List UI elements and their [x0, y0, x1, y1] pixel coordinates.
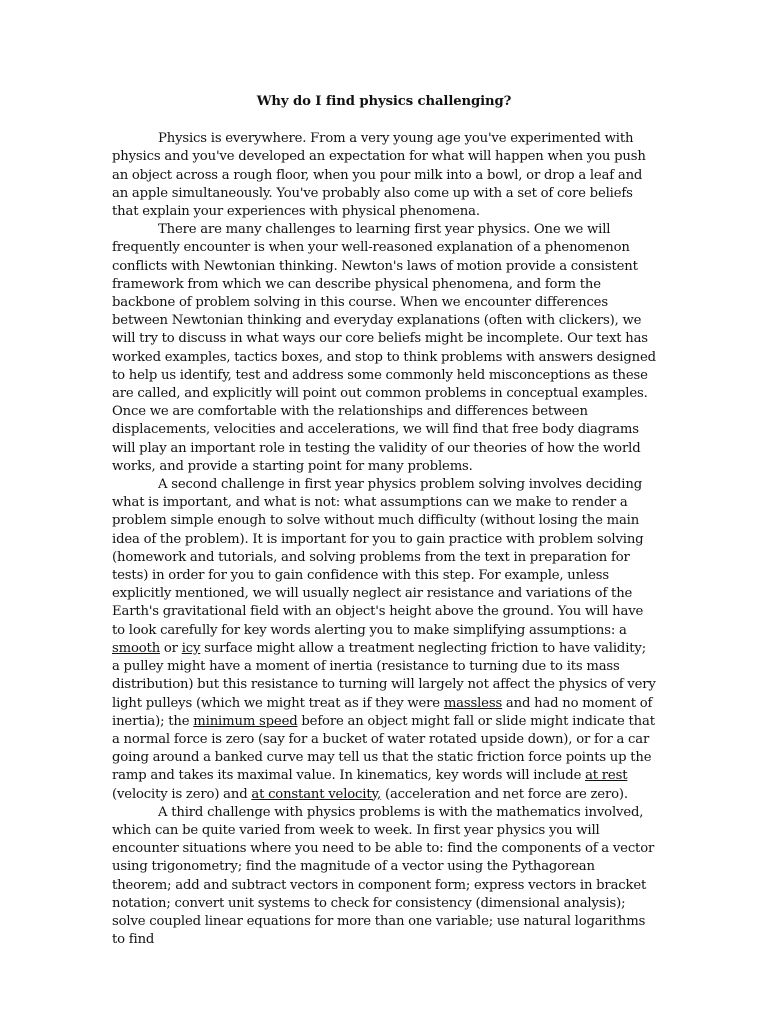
- paragraph-3-text: surface might allow a treatment neglecting friction to have validity; a pulley might have a moment of inertia (resistance to turning due to its mass distribution) but this resistance to turning will largely not affect the physics of very light pulleys (which we might treat as if they were: [112, 640, 656, 711]
- paragraph-3-text: and had no moment of inertia); the: [112, 695, 653, 729]
- paragraph-3: [112, 476, 656, 804]
- paragraph-2: There are many challenges to learning first year physics. One we will frequently encounter is when your well-reasoned explanation of a phenomenon conflicts with Newtonian thinking. Newton's laws of motion provide a consistent framework from which we can describe physical phenomena, and form the backbone of problem solving in this course. When we encounter differences between Newtonian thinking and everyday explanations (often with clickers), we will try to discuss in what ways our core beliefs might be incomplete. Our text has worked examples, tactics boxes, and stop to think problems with answers designed to help us identify, test and address some commonly held misconceptions as these are called, and explicitly will point out common problems in conceptual examples. Once we are comfortable with the relationships and differences between displacements, velocities and accelerations, we will find that free body diagrams will play an important role in testing the validity of our theories of how the world works, and provide a starting point for many problems.: [112, 222, 656, 474]
- paragraph-3-text: before an object might fall or slide might indicate that a normal force is zero (say for a bucket of water rotated upside down), or for a car going around a banked curve may tell us that the static friction force points up the ramp and takes its maximal value. In kinematics, key words will include: [112, 713, 655, 784]
- paragraph-3-text: or: [160, 640, 182, 656]
- paragraph-3-text: A second challenge in first year physics problem solving involves deciding what is important, and what is not: what assumptions can we make to render a problem simple enough to solve without much difficulty (without losing the main idea of the problem). It is important for you to gain practice with problem solving (homework and tutorials, and solving problems from the text in preparation for tests) in order for you to gain confidence with this step. For example, unless explicitly mentioned, we will usually neglect air resistance and variations of the Earth's gravitational field with an object's height above the ground. You will have to look carefully for key words alerting you to make simplifying assumptions: a: [112, 477, 644, 638]
- paragraph-3-text: (velocity is zero) and: [112, 786, 252, 802]
- keyword-minimum-speed: minimum speed: [193, 713, 298, 729]
- document-title: Why do I find physics challenging?: [256, 94, 512, 109]
- paragraph-1: Physics is everywhere. From a very young age you've experimented with physics and you've developed an expectation for what will happen when you push an object across a rough floor, when you pour milk into a bowl, or drop a leaf and an apple simultaneously. You've probably also come up with a set of core beliefs that explain your experiences with physical phenomena.: [112, 131, 646, 220]
- keyword-at-rest: at rest: [585, 768, 628, 784]
- keyword-smooth: smooth: [112, 640, 161, 656]
- keyword-icy: icy: [181, 640, 201, 656]
- keyword-massless: massless: [443, 695, 503, 711]
- paragraph-4: A third challenge with physics problems is with the mathematics involved, which can be quite varied from week to week. In first year physics you will encounter situations where you need to be able to: find the components of a vector using trigonometry; find the magnitude of a vector using the Pythagorean theorem; add and subtract vectors in component form; express vectors in bracket notation; convert unit systems to check for consistency (dimensional analysis); solve coupled linear equations for more than one variable; use natural logarithms to find: [112, 804, 655, 948]
- paragraph-3-text: (acceleration and net force are zero).: [381, 786, 628, 802]
- keyword-at-constant-velocity: at constant velocity,: [251, 786, 382, 802]
